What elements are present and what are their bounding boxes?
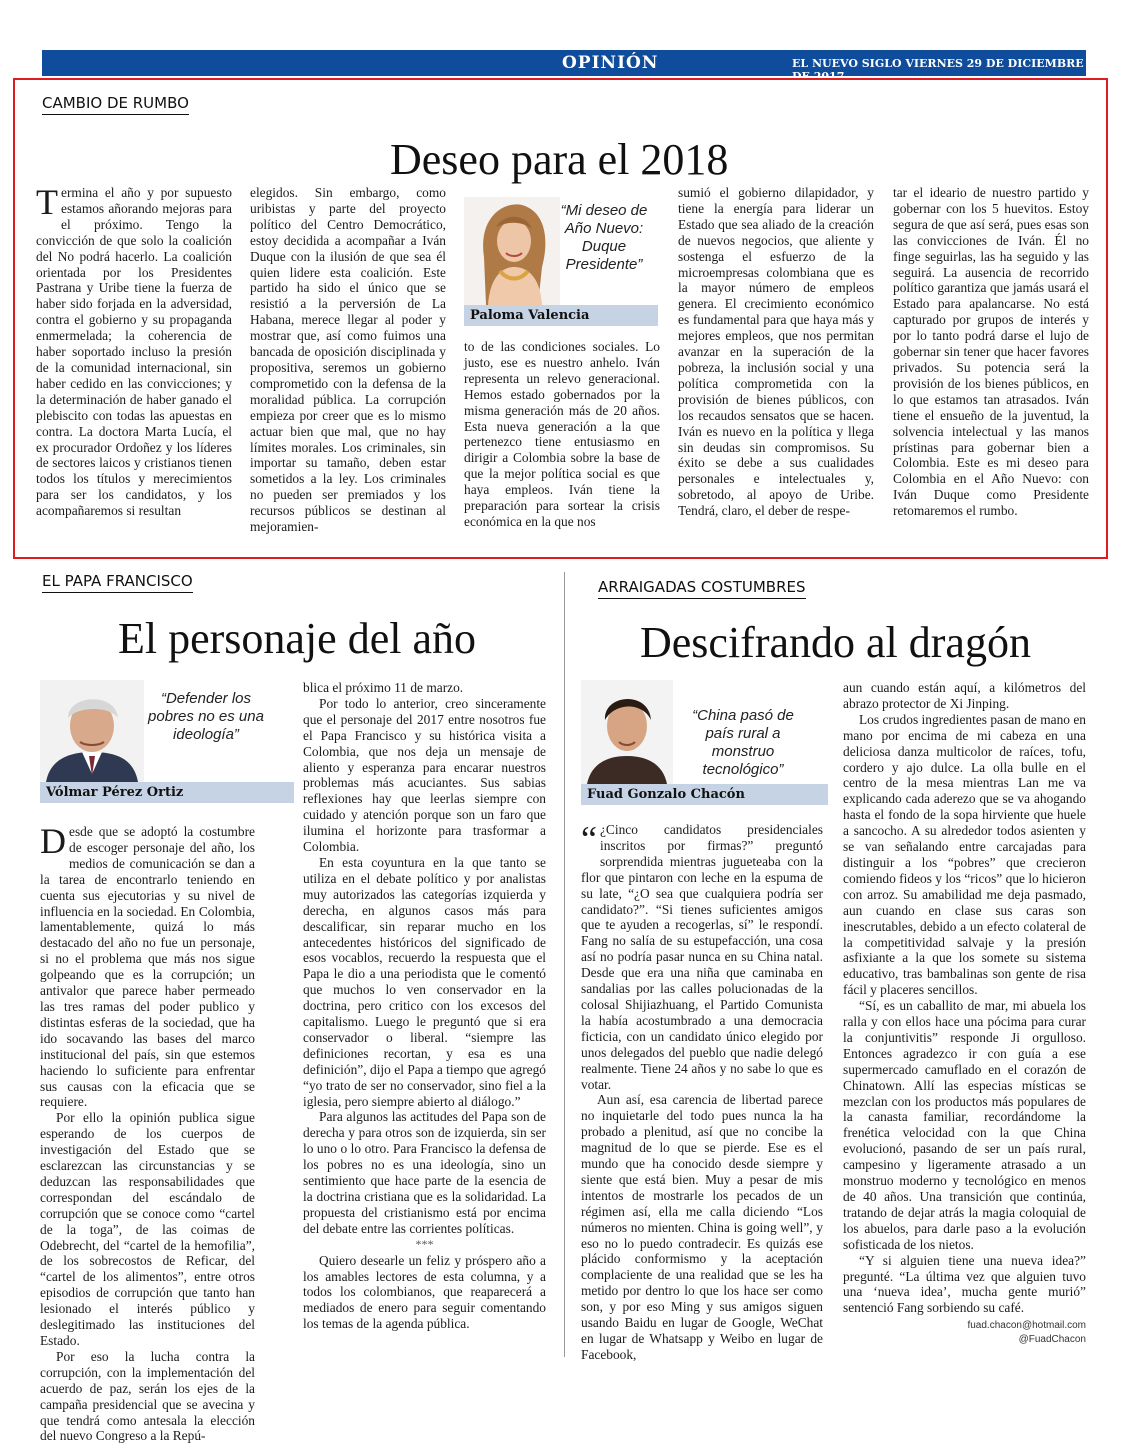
article1-text-3: to de las condiciones sociales. Lo justo, ese es nuestro anhelo. Iván representa un relevo generacional. Hemos estado gobernados por la misma generación más de 20 años. Esta nueva generación a la que pertenezco tiene entusiasmo en dirigir a Colombia sobre la base de que la mejor política social es que haya empleos. Iván tiene la preparación para sortear la crisis económica en la que nos — [464, 339, 660, 529]
article2-column-2 — [303, 680, 546, 1344]
author-photo — [40, 680, 144, 782]
article2-paragraph: Por todo lo anterior, creo sinceramente que el personaje del 2017 entre nosotros fue el Papa Francisco y su histórica visita a Colombia, que nos deja un mensaje de aliento y esperanza para encarar nuestros problemas más acuciantes. Sus sabias reflexiones hay que leerlas siempre con cuidado y atención porque son un faro que ilumina el horizonte para trasformar a Colombia. — [303, 695, 546, 855]
article3-column-2 — [843, 680, 1086, 1316]
article3-column-1 — [581, 819, 823, 1362]
page-number: 9A — [1096, 50, 1125, 74]
article2-column-1 — [40, 821, 255, 1444]
author-email: fuad.chacon@hotmail.com — [967, 1320, 1086, 1331]
article1-headline: Deseo para el 2018 — [390, 135, 729, 184]
column-divider — [564, 572, 565, 1357]
article1-column-2 — [250, 185, 446, 537]
dropcap: D — [40, 821, 66, 861]
article2-paragraph: Para algunos las actitudes del Papa son de derecha y para otros son de izquierda, sin ser lo uno o lo otro. Para Francisco la defensa de los pobres no es una ideología, sino un sentimiento que hace parte de la esencia de la doctrina cristiana que es la solidaridad. La propuesta del cristianismo está por encima del debate entre las corrientes políticas. — [303, 1109, 546, 1236]
author-photo — [464, 197, 560, 305]
article3-paragraph: “Sí, es un caballito de mar, mi abuela los ralla y con ellos hace una pócima para curar la conjuntivitis” responde Ji orgulloso. Entonces agradezco ir con guía a ese supermercado camuflado en el corazón de Chinatown. Allí las especias místicas se mezclan con los productos más populares de la canasta familiar, recordándome la frenética velocidad con la que China evolucionó, pasando de ser un país rural, campesino y ligeramente atrasado a un monstruo moderno y tecnológico en menos de 40 años. Una transición que continúa, tratando de dejar atrás la magia coloquial de los abuelos, para darle paso a la evolución sofisticada de los nietos. — [843, 998, 1086, 1252]
article2-paragraph: En esta coyuntura en la que tanto se utiliza en el debate político y por analistas muy autorizados las categorías izquierda y derecha, en algunos casos más para descalificar, sin reparar mucho en los antecedentes históricos del significado de esos vocablos, recuerdo la respuesta que el Papa le dio a una periodista que le comentó que muchos lo ven conservador en la doctrina, pero critico con los excesos del capitalismo. Luego le preguntó que si era conservador o liberal. “siempre las definiciones recortan, y esa es una definición”, dijo el Papa a tiempo que agregó “yo trato de ser no conservador, sino fiel a la iglesia, pero siempre abierto al diálogo.” — [303, 854, 546, 1109]
article3-paragraph: aun cuando están aquí, a kilómetros del abrazo protector de Xi Jinping. — [843, 680, 1086, 711]
dropcap: T — [36, 182, 58, 222]
article3-pull-quote: “China pasó de país rural a monstruo tecnológico” — [692, 707, 794, 778]
dropcap: “ — [581, 819, 597, 859]
article3-paragraph: “Y si alguien tiene una nueva idea?” pregunté. “La última vez que alguien tuvo una ‘nueva idea’, mucha gente murió” sentenció Fang sorbiendo su café. — [843, 1252, 1086, 1316]
article1-column-4 — [678, 185, 874, 537]
article2-paragraph: Por ello la opinión publica sigue esperando de los cuerpos de investigación del Estado que se esclarezcan las circunstancias y se deduzcan las responsabilidades que correspondan del escándalo de corrupción que se conoce como “cartel de la toga”, de las coimas de Odebrecht, del “cartel de la hemofilia”, de los sobrecostos de Reficar, del “cartel de los alimentos”, entre otros episodios de corrupción que tanto han lesionado el interés público y deslegitimado las instituciones del Estado. — [40, 1110, 255, 1348]
article1-pull-quote: “Mi deseo de Año Nuevo: Duque Presidente” — [560, 202, 648, 273]
article3-kicker: ARRAIGADAS COSTUMBRES — [598, 578, 806, 599]
article1-text-2: elegidos. Sin embargo, como uribistas y parte del proyecto político del Centro Democrático, estoy decidida a acompañar a Iván Duque con la ilusión de que sea él quien lidere esta coalición. Este partido ha sido el único que se resistió a la perversión de La Habana, merece llegar al poder y mostrar que, así como fuimos una bancada de oposición disciplinada y propositiva, seremos un gobierno comprometido con la defensa de la moralidad pública. La corrupción empieza por creer que es lo mismo actuar bien que mal, que no hay límites morales. Los criminales, sin importar su tamaño, deben estar sometidos a la ley. Los criminales no pueden ser premiados y los recursos públicos se destinan al mejoramien- — [250, 185, 446, 535]
article1-column-5 — [893, 185, 1089, 537]
article3-paragraph: ¿Cinco candidatos presidenciales inscritos por firmas?” preguntó sorprendida mientras jugueteaba con la flor que pintaron con leche en la espuma de su late, “¿O sea que cualquiera podría ser candidato?”. “Si tienes suficientes amigos que te ayuden a recogerlas, sí” le respondí. Fang no salía de su estupefacción, una cosa así no podría pasar nunca en su China natal. Desde que era una niña que caminaba en sandalias por las calles polucionadas de la colosal Shijiazhuang, el Partido Comunista la había acostumbrado a una democracia ficticia, con un candidato único elegido por unos delegados del pueblo que nadie delegó realmente. Tiene 24 años y no sabe lo que es votar. — [581, 822, 823, 1092]
article2-paragraph: esde que se adoptó la costumbre de escoger personaje del año, los medios de comunicación se dan a la tarea de encontrarlo teniendo en cuenta sus ejecutorias y su nivel de influencia en la sociedad. En Colombia, lamentablemente, quizá lo más destacado del año no fue un personaje, si no el problema que más nos sigue golpeando que es la corrupción; un antivalor que parece haber permeado las tres ramas del poder publico y distintas esferas de la sociedad, que ha ido socavando las bases del marco institucional del país, sin que estemos haciendo lo suficiente para enfrentar sus causas con la eficacia que se requiere. — [40, 824, 255, 1110]
article3-paragraph: Los crudos ingredientes pasan de mano en mano por encima de mi cabeza en una deliciosa danza multicolor de raíces, tofu, cordero y ajo dulce. La olla bulle en el centro de la mesa mientras Lan me va explicando cada aderezo que se va ahogando hasta el fondo de la sopa hirviente que huele a sancocho. A su alrededor todos asienten y se van señalando entre carcajadas para distinguir a los “pobres” que crecieron comiendo fideos y los “ricos” que lo hicieron con arroz. Su amabilidad me deja pasmado, aun cuando en clase sus caras son inescrutables, debido a un efecto colateral de la competitividad salvaje y la presión asfixiante a la que los somete su sistema educativo, tras bambalinas son gente de risa fácil y placeres sencillos. — [843, 711, 1086, 998]
article3-headline: Descifrando al dragón — [640, 618, 1031, 667]
article1-column-1 — [36, 182, 232, 537]
article2-byline: Vólmar Pérez Ortiz — [40, 782, 294, 803]
article2-paragraph: blica el próximo 11 de marzo. — [303, 680, 464, 695]
section-title: OPINIÓN — [562, 53, 659, 73]
article3-paragraph: Aun así, esa carencia de libertad parece no inquietarle del todo pues nunca la ha probado a plenitud, así que no concibe la magnitud de lo que se pierde. Ese es el mundo que ha conocido desde siempre y siente que está bien. Muy a pesar de mis intentos de mostrarle los pecados de un régimen así, ella me calla diciendo “Los números no mienten. China is going well”, y eso no lo puedo contradecir. Es quizás ese plácido conformismo y la aceptación complaciente de una realidad que se les ha metido por dentro lo que los hace ser como son, y por eso Ming y sus amigos siguen usando Baidu en lugar de Google, WeChat en lugar de Whatsapp y Weibo en lugar de Facebook, — [581, 1092, 823, 1362]
article1-byline: Paloma Valencia — [464, 305, 658, 326]
article2-paragraph: Quiero desearle un feliz y próspero año a los amables lectores de esta columna, y a todos los colombianos, que reaparecerá a mediados de enero para seguir comentando los temas de la agenda pública. — [303, 1252, 546, 1332]
article1-text-5: tar el ideario de nuestro partido y gobernar con los 5 huevitos. Estoy segura de que así será, pues esas son las convicciones de Iván. Él no finge seguirlas, las ha seguido y las seguirá. La ausencia de recorrido político garantiza que jamás usará el Estado para apalancarse. No está capturado por grupos de interés y por lo tanto podrá darse el lujo de gobernar sin tener que hacer favores privados. Su potencia será la provisión de los bienes públicos, en lo que estamos tan atrasados. Iván tiene el ensueño de la juventud, la solvencia intelectual y las manos prístinas para gobernar bien a Colombia. Este es mi deseo para Colombia en el Año Nuevo: con Iván Duque como Presidente retomaremos el rumbo. — [893, 185, 1089, 519]
article2-pull-quote: “Defender los pobres no es una ideología” — [148, 690, 264, 743]
article2-headline: El personaje del año — [118, 614, 476, 663]
section-separator: *** — [415, 1236, 434, 1251]
article2-paragraph: Por eso la lucha contra la corrupción, con la implementación del acuerdo de paz, serán los ejes de la campaña presidencial que se avecina y que tendrá como antesala la elección del nuevo Congreso a la Repú- — [40, 1348, 255, 1444]
article1-column-3 — [464, 339, 660, 537]
article1-kicker: CAMBIO DE RUMBO — [42, 94, 189, 115]
page-header — [42, 50, 1125, 83]
author-handle: @FuadChacon — [1018, 1334, 1086, 1345]
article1-text-4: sumió el gobierno dilapidador, y tiene la energía para liderar un Estado que sea aliado de la creación de nuevos negocios, que aliente y sostenga el esfuerzo de la microempresas colombiana que es la mayor número de empleos genera. El crecimiento económico es fundamental para que haya más y mejores empleos, que nos permitan avanzar en la superación de la pobreza, la inclusión social y una política comprometida con la provisión de bienes públicos, con los recaudos sensatos que se hacen. Iván es nuevo en la política y llega sin deudas sin compromisos. Su éxito se debe a sus cualidades personales e intelectuales y, sobretodo, al apoyo de Uribe. Tendrá, claro, el deber de respe- — [678, 185, 874, 519]
article1-text-1: ermina el año y por supuesto estamos añorando mejoras para el próximo. Tengo la convicción de que solo la coalición del No podrá hacerlo. La coalición orientada por los Presidentes Pastrana y Uribe tiene la fuerza de haber sido forjada en la adversidad, contra el gobierno y su propaganda enmermelada; la coherencia de haber soportado incluso la presión de la comunidad internacional, sin haber cedido en las convicciones; y la determinación de haber ganado el plebiscito con todas las apuestas en contra. La doctora Marta Lucía, el ex procurador Ordoñez y los líderes de sectores laicos y cristianos tienen todos los títulos y merecimientos para ser los candidatos, y los acompañaremos si resultan — [36, 185, 232, 519]
newspaper-dateline: EL NUEVO SIGLO VIERNES 29 DE DICIEMBRE DE 2017 — [792, 57, 1084, 83]
author-photo — [581, 680, 673, 784]
article3-byline: Fuad Gonzalo Chacón — [581, 784, 828, 805]
article2-kicker: EL PAPA FRANCISCO — [42, 572, 193, 593]
